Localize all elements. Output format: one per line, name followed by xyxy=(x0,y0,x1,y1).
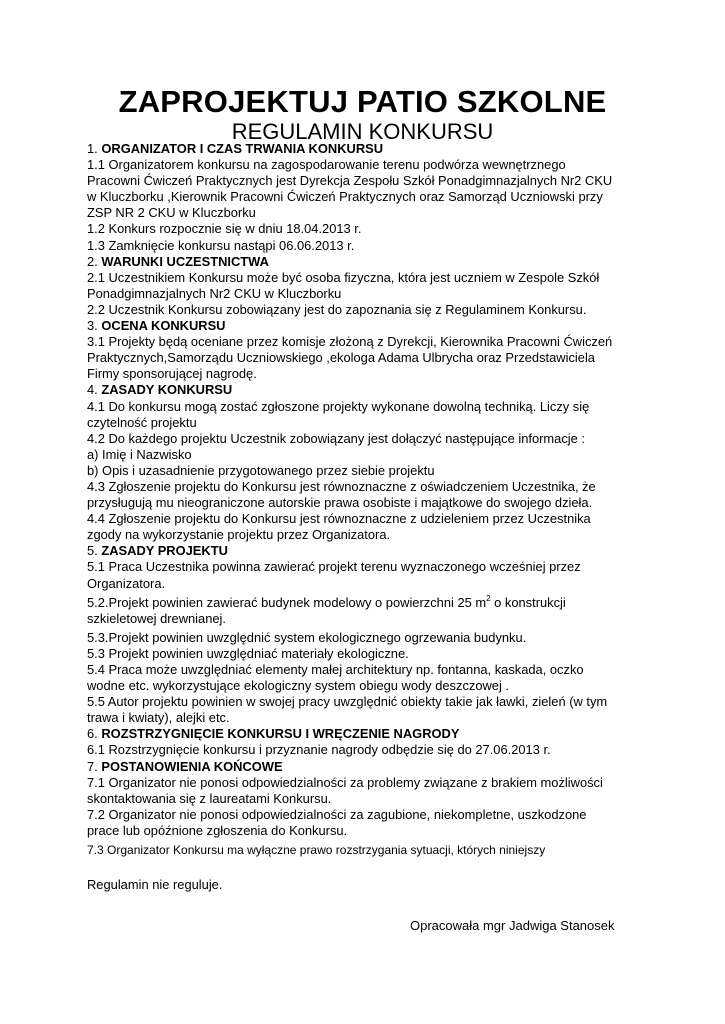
paragraph-line: ZSP NR 2 CKU w Kluczborku xyxy=(87,205,256,221)
paragraph-line: Regulamin nie reguluje. xyxy=(87,877,223,893)
section-7-heading xyxy=(87,759,647,775)
document-title: ZAPROJEKTUJ PATIO SZKOLNE xyxy=(118,84,607,119)
section-6-heading xyxy=(87,726,647,742)
paragraph-line: 1.2 Konkurs rozpocznie się w dniu 18.04.2013 r. xyxy=(87,221,362,237)
paragraph-line xyxy=(87,595,647,611)
document-subtitle: REGULAMIN KONKURSU xyxy=(231,119,494,144)
author-signature: Opracowała mgr Jadwiga Stanosek xyxy=(410,918,615,933)
section-number: 6. xyxy=(87,726,98,742)
paragraph-line: 2.1 Uczestnikiem Konkursu może być osoba fizyczna, która jest uczniem w Zespole Szkół xyxy=(87,269,600,285)
paragraph-line: Praktycznych,Samorządu Uczniowskiego ,ekologa Adama Ulbrycha oraz Przedstawiciela xyxy=(87,350,595,366)
section-5-heading xyxy=(87,543,647,559)
paragraph-line: 5.4 Praca może uwzględniać elementy małej architektury np. fontanna, kaskada, oczko xyxy=(87,662,584,677)
section-title: OCENA KONKURSU xyxy=(101,318,226,334)
paragraph-line: a) Imię i Nazwisko xyxy=(87,446,192,462)
paragraph-line: czytelność projektu xyxy=(87,414,197,430)
paragraph-line: prace lub opóźnione zgłoszenia do Konkursu. xyxy=(87,822,348,838)
paragraph-line: Organizatora. xyxy=(87,575,166,591)
paragraph-line: przysługują mu nieograniczone autorskie prawa osobiste i majątkowe do swojego dzieła. xyxy=(87,495,593,511)
paragraph-text: o konstrukcji xyxy=(490,594,566,610)
paragraph-line: trawa i kwiaty), alejki etc. xyxy=(87,710,230,726)
paragraph-line: w Kluczborku ,Kierownik Pracowni Ćwiczeń Praktycznych oraz Samorząd Uczniowski przy xyxy=(87,189,603,205)
section-title: ZASADY PROJEKTU xyxy=(101,543,228,559)
section-2-heading xyxy=(87,254,647,270)
paragraph-line: 7.2 Organizator nie ponosi odpowiedzialności za zagubione, niekompletne, uszkodzone xyxy=(87,806,587,822)
section-number: 3. xyxy=(87,318,98,334)
paragraph-line: 7.1 Organizator nie ponosi odpowiedzialności za problemy związane z brakiem możliwości xyxy=(87,774,603,790)
paragraph-line: 5.3.Projekt powinien uwzględnić system ekologicznego ogrzewania budynku. xyxy=(87,629,527,645)
paragraph-line: 3.1 Projekty będą oceniane przez komisje złożoną z Dyrekcji, Kierownika Pracowni Ćwiczeń xyxy=(87,334,613,350)
paragraph-line: 4.2 Do każdego projektu Uczestnik zobowiązany jest dołączyć następujące informacje : xyxy=(87,430,585,446)
section-title: POSTANOWIENIA KOŃCOWE xyxy=(101,758,283,774)
paragraph-line: 5.5 Autor projektu powinien w swojej pracy uwzględnić obiekty takie jak ławki, zieleń (w tym xyxy=(87,694,608,710)
section-title: ZASADY KONKURSU xyxy=(101,382,233,398)
paragraph-line: 1.1 Organizatorem konkursu na zagospodarowanie terenu podwórza wewnętrznego xyxy=(87,157,566,173)
paragraph-line: 1.3 Zamknięcie konkursu nastąpi 06.06.2013 r. xyxy=(87,237,355,253)
section-1-heading xyxy=(87,141,647,157)
regulations-body xyxy=(87,141,647,893)
section-number: 7. xyxy=(87,758,98,774)
section-number: 2. xyxy=(87,253,98,269)
paragraph-line: wodne etc. wykorzystujące ekologiczny system obiegu wody deszczowej . xyxy=(87,678,510,694)
paragraph-line: b) Opis i uzasadnienie przygotowanego przez siebie projektu xyxy=(87,462,435,478)
paragraph-line: zgody na wykorzystanie projektu przez Organizatora. xyxy=(87,527,391,543)
paragraph-line: Pracowni Ćwiczeń Praktycznych jest Dyrekcja Zespołu Szkół Ponadgimnazjalnych Nr2 CKU xyxy=(87,173,613,189)
paragraph-line: 6.1 Rozstrzygnięcie konkursu i przyznanie nagrody odbędzie się do 27.06.2013 r. xyxy=(87,742,551,758)
paragraph-line: 2.2 Uczestnik Konkursu zobowiązany jest do zapoznania się z Regulaminem Konkursu. xyxy=(87,301,587,317)
paragraph-line: Ponadgimnazjalnych Nr2 CKU w Kluczborku xyxy=(87,285,342,301)
section-title: ROZSTRZYGNIĘCIE KONKURSU I WRĘCZENIE NAGRODY xyxy=(101,726,460,742)
paragraph-line: 4.1 Do konkursu mogą zostać zgłoszone projekty wykonane dowolną techniką. Liczy się xyxy=(87,398,590,414)
section-4-heading xyxy=(87,382,647,398)
section-title: WARUNKI UCZESTNICTWA xyxy=(101,253,269,269)
paragraph-line: szkieletowej drewnianej. xyxy=(87,610,227,626)
paragraph-line: 5.1 Praca Uczestnika powinna zawierać projekt terenu wyznaczonego wcześniej przez xyxy=(87,559,581,575)
paragraph-line: Firmy sponsorującej nagrodę. xyxy=(87,366,257,382)
paragraph-line: 7.3 Organizator Konkursu ma wyłączne prawo rozstrzygania sytuacji, których niniejszy xyxy=(87,843,546,858)
paragraph-line: 4.4 Zgłoszenie projektu do Konkursu jest równoznaczne z udzieleniem przez Uczestnika xyxy=(87,511,591,527)
section-number: 4. xyxy=(87,382,98,398)
section-title: ORGANIZATOR I CZAS TRWANIA KONKURSU xyxy=(101,141,384,156)
superscript: 2 xyxy=(486,593,491,603)
section-3-heading xyxy=(87,318,647,334)
paragraph-text: 5.2.Projekt powinien zawierać budynek modelowy o powierzchni 25 m xyxy=(87,594,487,610)
spacer xyxy=(87,858,647,877)
section-number: 5. xyxy=(87,543,98,559)
paragraph-line: 5.3 Projekt powinien uwzględniać materiały ekologiczne. xyxy=(87,645,409,661)
section-number: 1. xyxy=(87,141,98,156)
paragraph-line: 4.3 Zgłoszenie projektu do Konkursu jest równoznaczne z oświadczeniem Uczestnika, że xyxy=(87,478,596,494)
paragraph-line: skontaktowania się z laureatami Konkursu. xyxy=(87,790,332,806)
